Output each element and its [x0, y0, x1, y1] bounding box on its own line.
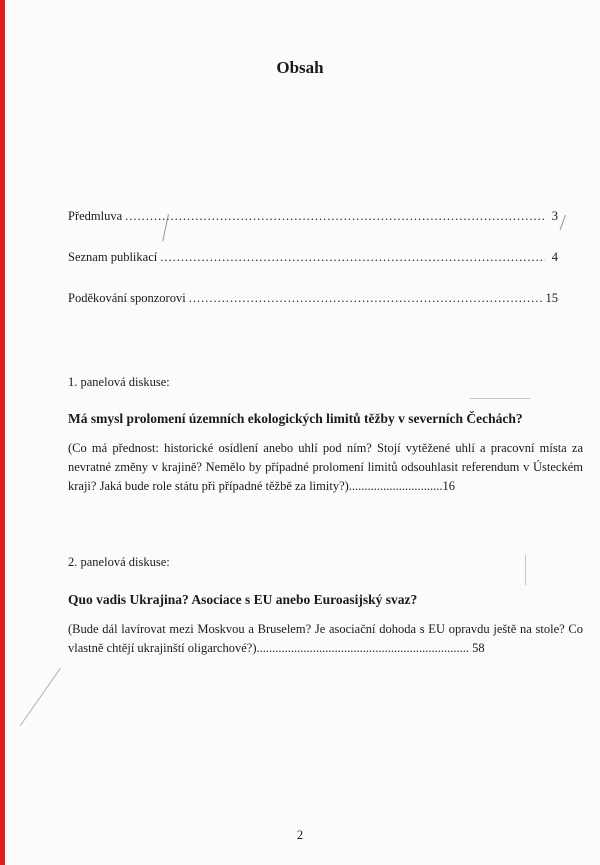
page-title: Obsah	[276, 58, 324, 77]
section-1-description-text: (Co má přednost: historické osídlení anebo uhlí pod ním? Stojí vytěžené uhlí a pracovní místa za nevratné změny v krajině? Nemělo by případné prolomení limitů odsouhlasit referendum v Ústeckém kraji? Jaká bude role státu při případné těžbě za limity?)	[68, 441, 583, 493]
toc-page-number: 4	[551, 250, 558, 264]
scan-mark	[470, 398, 530, 399]
section-1-heading: Má smysl prolomení územních ekologických limitů těžby v severních Čechách?	[68, 411, 523, 426]
toc-entry-seznam-publikaci	[68, 250, 558, 265]
page-number: 2	[296, 828, 304, 842]
section-2-label: 2. panelová diskuse:	[68, 555, 170, 569]
toc-label: Poděkování sponzorovi	[68, 291, 186, 305]
red-binding-edge	[0, 0, 5, 865]
section-1-description	[68, 439, 583, 496]
section-1-page-number: 16	[442, 479, 456, 493]
section-2-description-text: (Bude dál lavírovat mezi Moskvou a Bruselem? Je asociační dohoda s EU opravdu ještě na stole? Co vlastně chtějí ukrajinští oligarchové?)	[68, 622, 583, 655]
dot-leader	[189, 291, 543, 306]
dot-leader	[125, 209, 545, 224]
dot-leader: ..............................	[348, 479, 443, 493]
toc-page-number: 15	[545, 291, 558, 305]
scan-mark	[20, 668, 61, 726]
scan-mark	[525, 555, 526, 585]
toc-label: Předmluva	[68, 209, 123, 223]
section-2-description	[68, 620, 583, 658]
toc-entry-podekovani	[68, 291, 558, 306]
scan-mark	[560, 215, 566, 230]
toc-entry-predmluva	[68, 209, 558, 224]
dot-leader	[160, 250, 545, 265]
dot-leader: ....................................................................	[256, 641, 469, 655]
section-2-heading: Quo vadis Ukrajina? Asociace s EU anebo Euroasijský svaz?	[68, 592, 418, 607]
section-1-label: 1. panelová diskuse:	[68, 375, 170, 389]
toc-page-number: 3	[551, 209, 558, 223]
toc-label: Seznam publikací	[68, 250, 158, 264]
section-2-page-number: 58	[472, 641, 485, 655]
